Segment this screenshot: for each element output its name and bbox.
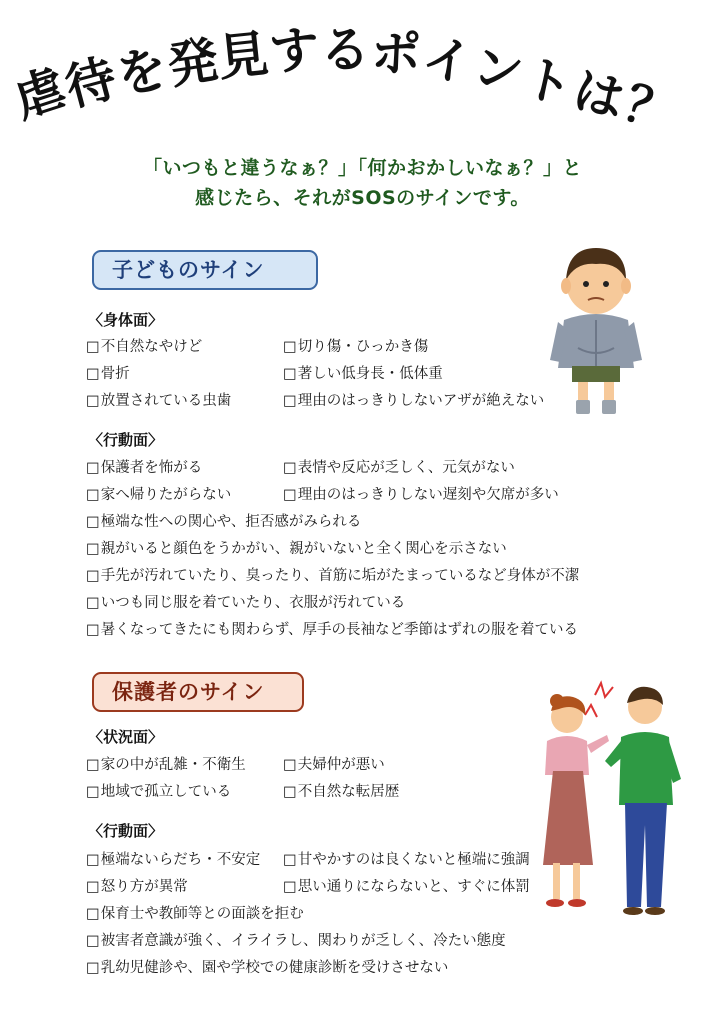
checklist-item: □思い通りにならないと、すぐに体罰 [283, 879, 530, 895]
title-char: ポ [369, 23, 423, 85]
checkbox-icon: □ [86, 339, 100, 355]
child-physical-heading: 〈身体面〉 [88, 311, 164, 329]
checklist-item: □極端ないらだち・不安定 [86, 852, 261, 868]
title-char: 待 [59, 48, 123, 118]
checkbox-icon: □ [283, 852, 297, 868]
checkbox-icon: □ [283, 879, 297, 895]
title-char: を [111, 38, 173, 106]
checkbox-icon: □ [86, 393, 100, 409]
checklist-item: □怒り方が異常 [86, 879, 188, 895]
title-char: す [267, 21, 321, 82]
checkbox-icon: □ [86, 784, 100, 800]
worried-child-illustration [548, 240, 644, 420]
checklist-item: □夫婦仲が悪い [283, 757, 385, 773]
checklist-item: □被害者意識が強く、イライラし、関わりが乏しく、冷たい態度 [86, 933, 506, 949]
arguing-couple-illustration [535, 675, 685, 925]
checkbox-icon: □ [86, 960, 100, 976]
checklist-item: □保育士や教師等との面談を拒む [86, 906, 304, 922]
checkbox-icon: □ [86, 514, 100, 530]
title-char: ン [468, 37, 527, 103]
checkbox-icon: □ [86, 852, 100, 868]
checkbox-icon: □ [283, 784, 297, 800]
checklist-item: □手先が汚れていたり、臭ったり、首筋に垢がたまっているなど身体が不潔 [86, 568, 580, 584]
checkbox-icon: □ [86, 366, 100, 382]
checkbox-icon: □ [86, 541, 100, 557]
subtitle-line-1: 「いつもと違うなぁ？」「何かおかしいなぁ？」と [142, 157, 582, 179]
title-char: ？ [617, 73, 683, 145]
title-char: 発 [163, 30, 222, 96]
title-char: 見 [215, 24, 272, 88]
checkbox-icon: □ [86, 622, 100, 638]
checklist-item: □切り傷・ひっかき傷 [283, 339, 429, 355]
checkbox-icon: □ [283, 460, 297, 476]
checklist-item: □理由のはっきりしない遅刻や欠席が多い [283, 487, 559, 503]
title-char: は [567, 60, 631, 130]
checkbox-icon: □ [86, 757, 100, 773]
parent-signs-badge: 保護者のサイン [92, 672, 304, 712]
checklist-item: □理由のはっきりしないアザが絶えない [283, 393, 545, 409]
checklist-item: □家の中が乱雑・不衛生 [86, 757, 246, 773]
parent-situation-heading: 〈状況面〉 [88, 728, 164, 746]
checklist-item: □乳幼児健診や、園や学校での健康診断を受けさせない [86, 960, 449, 976]
checkbox-icon: □ [86, 906, 100, 922]
checklist-item: □表情や反応が乏しく、元気がない [283, 460, 515, 476]
page-title [0, 0, 725, 160]
checkbox-icon: □ [86, 460, 100, 476]
child-behavior-heading: 〈行動面〉 [88, 431, 164, 449]
checklist-item: □暑くなってきたにも関わらず、厚手の長袖など季節はずれの服を着ている [86, 622, 579, 638]
title-char: イ [418, 29, 475, 93]
checklist-item: □不自然な転居歴 [283, 784, 400, 800]
checklist-item: □いつも同じ服を着ていたり、衣服が汚れている [86, 595, 406, 611]
checkbox-icon: □ [86, 568, 100, 584]
checklist-item: □不自然なやけど [86, 339, 203, 355]
parent-behavior-heading: 〈行動面〉 [88, 822, 164, 840]
checkbox-icon: □ [283, 487, 297, 503]
checklist-item: □著しい低身長・低体重 [283, 366, 443, 382]
checkbox-icon: □ [86, 595, 100, 611]
subtitle-line-2: 感じたら、それがSOSのサインです。 [195, 187, 530, 209]
checklist-item: □地域で孤立している [86, 784, 232, 800]
checkbox-icon: □ [283, 366, 297, 382]
checkbox-icon: □ [86, 487, 100, 503]
checkbox-icon: □ [283, 393, 297, 409]
checklist-item: □家へ帰りたがらない [86, 487, 232, 503]
checkbox-icon: □ [283, 339, 297, 355]
checklist-item: □甘やかすのは良くないと極端に強調 [283, 852, 530, 868]
checklist-item: □極端な性への関心や、拒否感がみられる [86, 514, 362, 530]
checklist-item: □保護者を怖がる [86, 460, 203, 476]
title-char: る [320, 21, 370, 79]
checklist-item: □骨折 [86, 366, 130, 382]
title-char: ト [517, 48, 579, 116]
checklist-item: □放置されている虫歯 [86, 393, 232, 409]
checkbox-icon: □ [86, 879, 100, 895]
checklist-item: □親がいると顔色をうかがい、親がいないと全く関心を示さない [86, 541, 507, 557]
title-char: 虐 [7, 58, 73, 130]
child-signs-badge: 子どものサイン [92, 250, 318, 290]
checkbox-icon: □ [86, 933, 100, 949]
checkbox-icon: □ [283, 757, 297, 773]
